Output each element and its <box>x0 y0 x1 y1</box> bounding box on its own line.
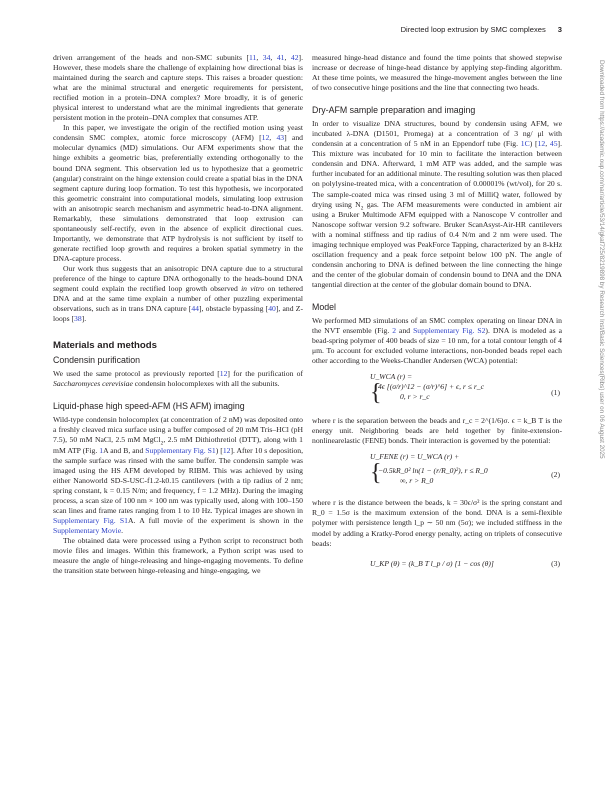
citation-link[interactable]: 43 <box>276 133 285 143</box>
equation-case-2: ∞, r > R_0 <box>400 476 434 486</box>
subsection-heading-model: Model <box>312 301 336 312</box>
equation-lhs: U_WCA (r) = <box>370 372 413 382</box>
equation-case-1: −0.5kR_0² ln(1 − (r/R_0)²), r ≤ R_0 <box>378 466 488 476</box>
subsection-heading-condensin-purification: Condensin purification <box>53 355 141 366</box>
equation-expression: U_KP (θ) = (k_B T l_p / σ) [1 − cos (θ)] <box>370 558 494 568</box>
methods-continuation-paragraph: measured hinge-head distance and found the time points that showed stepwise increase or decrease of hinge-head distance by applying step-finding algorithm. At these time points, we measured the hinge-movement angles between the line of two consecutive hinge positions and the line that connecting two heads. <box>312 53 562 93</box>
equation-1-wca <box>312 372 562 412</box>
subsection-heading-dry-afm: Dry-AFM sample preparation and imaging <box>312 105 476 116</box>
page-number: 3 <box>557 25 562 34</box>
equation-lhs: U_FENE (r) = U_WCA (r) + <box>370 452 460 462</box>
condensin-purification-paragraph: We used the same protocol as previously reported [12] for the purification of Saccharomyces cerevisiae condensin holocomplexes with all the subunits. <box>53 369 303 389</box>
citation-link[interactable]: 12 <box>261 133 270 143</box>
intro-paragraph-3: Our work thus suggests that an anisotropic DNA capture due to a structural preference of the hinge to capture DNA orthogonally to the heads-bound DNA segment could explain the rectified loop growth observed in vitro on tethered DNA and at the same time explain a number of other puzzling experimental observations, such as in trans DNA capture [44], obstacle bypassing [40], and Z-loops [38]. <box>53 263 303 324</box>
equation-number: (3) <box>551 558 560 568</box>
model-paragraph-2: where r is the separation between the beads and r_c = 2^(1/6)σ. ϵ = k_B T is the energy unit. Neighboring beads are held together by finite-extension-nonlinearelastic (FENE) bonds. Their interaction is governed by the potential: <box>312 416 562 446</box>
citation-link[interactable]: 44 <box>191 304 199 314</box>
supplementary-figure-link[interactable]: Supplementary Fig. S2 <box>413 326 486 336</box>
left-column <box>53 53 303 576</box>
equation-number: (1) <box>551 388 560 398</box>
intro-paragraph-2: In this paper, we investigate the origin of the rectified motion using yeast condensin SMC complex, atomic force microscopy (AFM) [12, 43] and molecular dynamics (MD) simulations. Our AFM experiments show that the hinge exhibits a geometric bias, preferentially extending orthogonally to the bound DNA segment. This observation led us to hypothesize that a geometric (angular) constraint on the hinge extension could create a spatial bias in the DNA segment capture during loop formation. To test this hypothesis, we incorporated this geometric constraint into computational models, simulating loop extrusion with an anisotropic search mechanism and asymmetric head-to-DNA alignment. Remarkably, these simulations demonstrated that loop extrusion can spontaneously self-rectify, even in the absence of explicit directional cues. Importantly, we demonstrate that ATP hydrolysis is not sufficient by itself to generate rectified loop growth and requires a broken spatial symmetry in the DNA-capture process. <box>53 123 303 263</box>
citation-link[interactable]: 12 <box>222 445 231 455</box>
hs-afm-paragraph-2: The obtained data were processed using a Python script to reconstruct both movie files and images. Within this framework, a Python script was used to measure the angle of hinge-releasing and hinge-engaging movements. To define the transition state between hinge-releasing and hinge-engaging, we <box>53 535 303 576</box>
citation-link[interactable]: 12 <box>219 369 228 379</box>
figure-link[interactable]: 2 <box>392 326 397 336</box>
right-column <box>312 53 562 580</box>
equation-2-fene <box>312 452 562 494</box>
citation-link[interactable]: 42 <box>290 53 299 62</box>
running-header <box>308 25 562 34</box>
equation-case-1: 4ϵ [(σ/r)^12 − (σ/r)^6] + ϵ, r ≤ r_c <box>378 382 484 392</box>
figure-link[interactable]: 1 <box>99 445 104 455</box>
citation-link[interactable]: 45 <box>549 139 558 149</box>
download-watermark <box>596 40 606 760</box>
brace-glyph: { <box>370 460 382 487</box>
citation-link[interactable]: 11 <box>249 53 257 62</box>
subsection-heading-hs-afm: Liquid-phase high speed-AFM (HS AFM) imaging <box>53 401 245 412</box>
model-paragraph-3: where r is the distance between the beads, k = 30ϵ/σ² is the spring constant and R_0 = 1.5σ is the maximum extension of the bond. DNA is a semi-flexible polymer with persistence length l_p ∼ 50 nm (5σ); we included stiffness in the model by adding a Kratky-Porod energy penalty, acting on triplets of consecutive beads: <box>312 498 562 548</box>
equation-case-2: 0, r > r_c <box>400 392 430 402</box>
supplementary-movie-link[interactable]: Supplementary Movie <box>53 525 122 535</box>
figure-link[interactable]: 1C <box>520 139 530 149</box>
dry-afm-paragraph: In order to visualize DNA structures, bound by condensin using AFM, we incubated λ-DNA (D1501, Promega) at a concentration of 3 ng/ μl with condensin at a concentration of 5 nM in an Eppendorf tube (Fig. 1C) [12, 45]. This mixture was incubated for 10 min to facilitate the interaction between condensin and DNA. Afterward, 1 mM ATP was added, and the sample was further incubated for an additional minute. The resulting solution was then placed on polylysine-treated mica, with a concentration of 0.00001% (wt/vol), for 20 s. The sample-coated mica was rinsed using 3 ml of MilliQ water, followed by drying using $N_2$ gas. The AFM measurements were conducted in ambient air using a Bruker Multimode AFM equipped with a Nanoscope V controller and Nanoscope softwar version 9.2 software. Bruker ScanAsyst-Air-HR cantilevers with a nominal stiffness and tip radius of 0.4 N/m and 2 nm were used. The imaging technique employed was PeakForce Tapping, characterized by an 8-kHz oscillation frequency and a peak force setpoint below 100 pN. The angle of condensin anchoring to DNA is defined between the line connecting the hinge and the center of the globular domain of condensin bound to DNA and the DNA tangential direction at the center of the globular domain bound to DNA. <box>312 119 562 289</box>
citation-link[interactable]: 38 <box>74 314 82 324</box>
hs-afm-paragraph: Wild-type condensin holocomplex (at concentration of 2 nM) was deposited onto a freshly cleaved mica surface using a buffer composed of 20 mM Tris–HCl (pH 7.5), 50 mM NaCl, 2.5 mM MgCl$_2$, 2.5 mM Dithiothretiol (DTT), along with 1 mM ATP (Fig. 1A and B, and Supplementary Fig. S1) [12]. After 10 s deposition, the sample surface was rinsed with the same buffer. The condensin sample was imaged using the HS AFM developed by RIBM. This was achieved by using either Nanoworld SD-S-USC-f1.2-k0.15 cantilevers (with a tip radius of 2 nm; spring constant, k = 0.15 N/m; and frequency, f = 1.2 MHz). During the imaging process, a scan size of 100 nm × 100 nm was typically used, along with 100–150 scan lines and frame rates ranging from 1 to 10 Hz. Typical images are shown in Supplementary Fig. S1A. A full movie of the experiment is shown in the Supplementary Movie. <box>53 415 303 535</box>
watermark-text: Downloaded from https://academic.oup.com/nar/article/53/14/gkaf725/8219898 by Research Inst/Basic Sciences(Ribs) user on 06 August 2025 <box>598 60 605 459</box>
citation-link[interactable]: 40 <box>268 304 276 314</box>
equation-number: (2) <box>551 470 560 480</box>
supplementary-figure-link[interactable]: Supplementary Fig. S1 <box>145 445 216 455</box>
intro-continuation-paragraph: driven arrangement of the heads and non-SMC subunits [11, 34, 41, 42]. However, these models share the challenge of explaining how directional bias is maintained during the search and capture steps. This raises a broader question: what are the minimal structural and energetic requirements for persistent, rectified motion in a protein–DNA complex? More broadly, it is of generic physical interest to understand what are the minimal ingredients that generate persistent motion in the protein–DNA complex that consumes ATP. <box>53 53 304 123</box>
citation-link[interactable]: 34 <box>262 53 271 62</box>
brace-glyph: { <box>370 380 382 407</box>
citation-link[interactable]: 41 <box>276 53 285 62</box>
model-paragraph-1: We performed MD simulations of an SMC complex operating on linear DNA in the NVT ensemble (Fig. 2 and Supplementary Fig. S2). DNA is modeled as a bead-spring polymer of 400 beads of size = 10 nm, for a total contour length of 4 μm. To account for excluded volume interactions, non-bonded beads repel each other according to the Weeks-Chandler Andersen (WCA) potential: <box>312 315 562 366</box>
running-title: Directed loop extrusion by SMC complexes <box>400 25 546 34</box>
section-heading-materials-methods: Materials and methods <box>53 340 157 352</box>
supplementary-figure-link[interactable]: Supplementary Fig. S1 <box>53 515 128 525</box>
citation-link[interactable]: 12 <box>537 139 546 149</box>
equation-3-kratky-porod <box>312 554 562 576</box>
